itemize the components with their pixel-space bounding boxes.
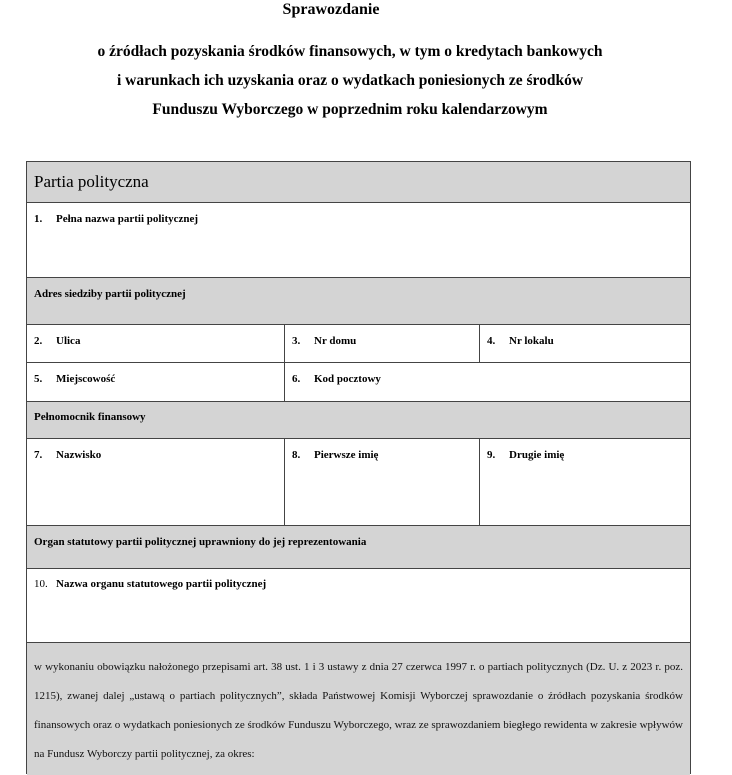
field-number: 9. [487, 449, 496, 461]
section-party-header [27, 162, 690, 202]
field-number: 3. [292, 335, 301, 347]
organ-header [27, 525, 690, 568]
document-title: Sprawozdanie [282, 1, 380, 18]
field-label: Nazwa organu statutowego partii politycznej [56, 578, 267, 590]
field-label: Kod pocztowy [314, 373, 381, 385]
field-number: 8. [292, 449, 301, 461]
proxy-header [27, 401, 690, 438]
heading-line: o źródłach pozyskania środków finansowych, w tym o kredytach bankowych [97, 43, 603, 60]
field-label: Miejscowość [56, 373, 116, 385]
field-label: Pierwsze imię [314, 449, 379, 461]
field-label: Pełna nazwa partii politycznej [56, 213, 199, 225]
proxy-header-label: Pełnomocnik finansowy [34, 411, 146, 423]
party-name-field[interactable] [27, 202, 690, 277]
statement-section [27, 642, 690, 775]
street-field[interactable] [27, 325, 284, 362]
field-number: 5. [34, 373, 43, 385]
address-row-1 [27, 324, 690, 362]
field-label: Nr lokalu [509, 335, 554, 347]
heading-line: i warunkach ich uzyskania oraz o wydatkach poniesionych ze środków [116, 72, 584, 89]
document-heading [40, 37, 660, 124]
city-field[interactable] [27, 363, 284, 401]
field-number: 2. [34, 335, 43, 347]
field-number: 4. [487, 335, 496, 347]
organ-name-field[interactable] [27, 568, 690, 642]
first-name-field[interactable] [284, 439, 479, 525]
report-form [26, 161, 691, 774]
organ-header-label: Organ statutowy partii politycznej uprawniony do jej reprezentowania [34, 536, 367, 548]
field-label: Drugie imię [509, 449, 565, 461]
field-label: Nazwisko [56, 449, 102, 461]
field-number: 1. [34, 213, 43, 225]
address-header-label: Adres siedziby partii politycznej [34, 288, 186, 300]
apartment-number-field[interactable] [479, 325, 690, 362]
proxy-row [27, 438, 690, 525]
postal-code-field[interactable] [284, 363, 690, 401]
heading-line: Funduszu Wyborczego w poprzednim roku kalendarzowym [152, 101, 548, 118]
section-party-title: Partia polityczna [34, 172, 149, 191]
field-number: 6. [292, 373, 301, 385]
field-number: 10. [34, 578, 48, 590]
statement-text: w wykonaniu obowiązku nałożonego przepisami art. 38 ust. 1 i 3 ustawy z dnia 27 czerwca 1997 r. o partiach politycznych (Dz. U. z 2023 r. poz. 1215), zwanej dalej „ustawą o partiach politycznych”, składa Państwowej Komisji Wyborczej sprawozdanie o źródłach pozyskania środków finansowych oraz o wydatkach poniesionych ze środków Funduszu Wyborczego, wraz ze sprawozdaniem biegłego rewidenta w zakresie wpływów na Fundusz Wyborczy partii politycznej, za okres: [34, 661, 683, 760]
field-label: Ulica [56, 335, 81, 347]
address-header [27, 277, 690, 324]
second-name-field[interactable] [479, 439, 690, 525]
address-row-2 [27, 362, 690, 401]
field-number: 7. [34, 449, 43, 461]
field-label: Nr domu [314, 335, 357, 347]
house-number-field[interactable] [284, 325, 479, 362]
surname-field[interactable] [27, 439, 284, 525]
